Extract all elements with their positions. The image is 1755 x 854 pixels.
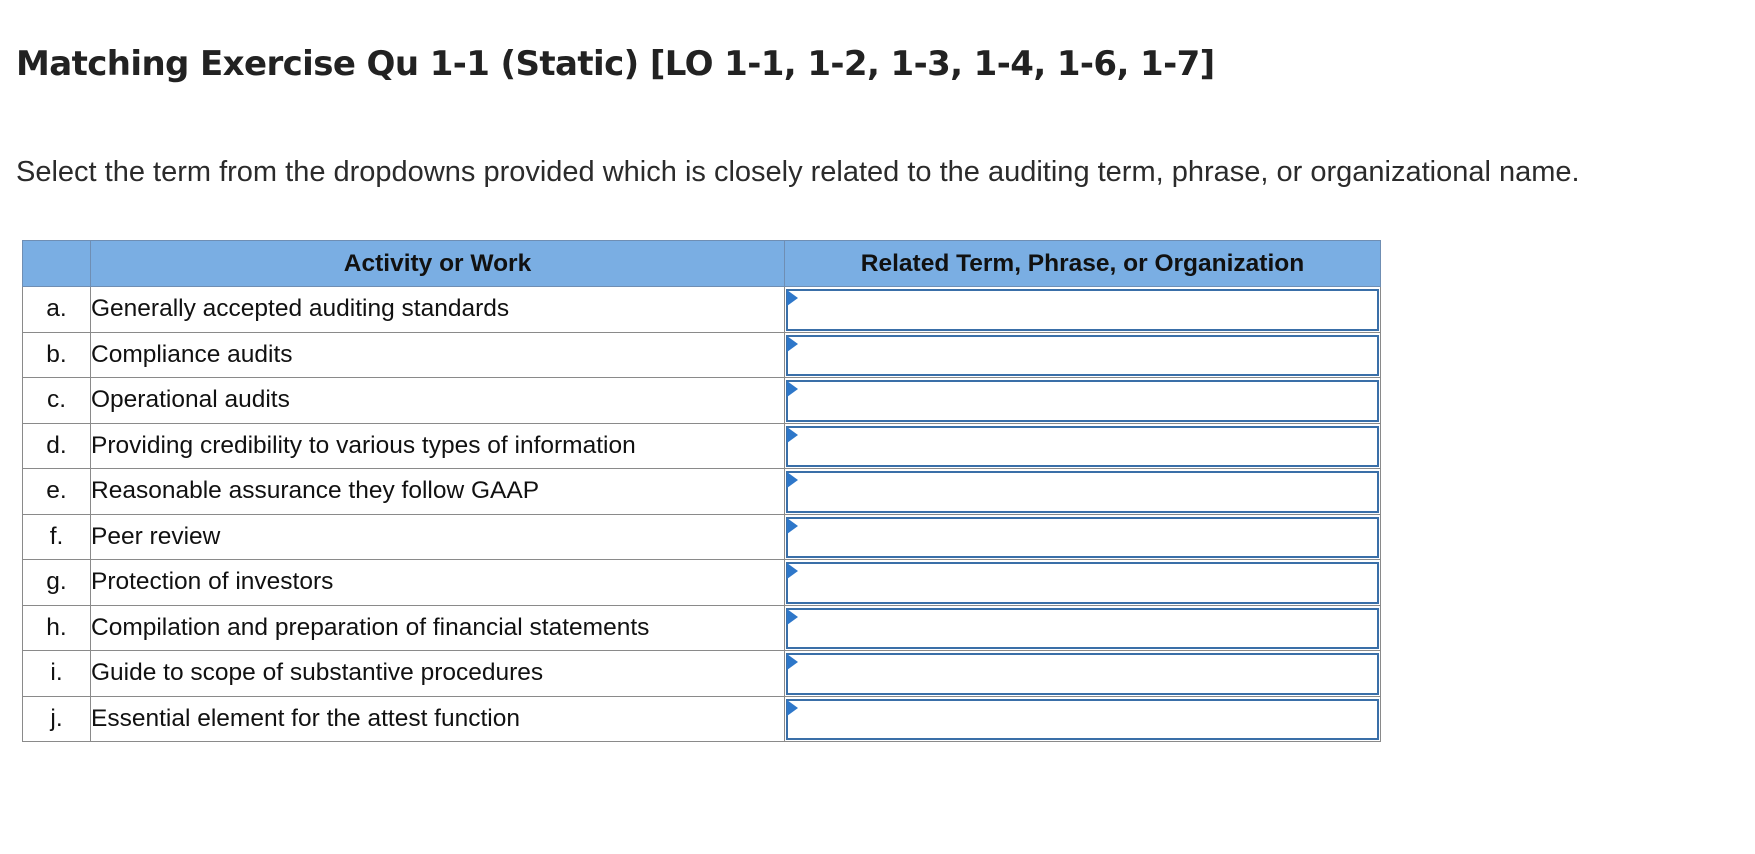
header-activity: Activity or Work <box>91 241 785 287</box>
table-row <box>23 287 1381 333</box>
row-answer-cell <box>785 378 1381 424</box>
dropdown-triangle-icon <box>787 472 798 488</box>
related-term-dropdown[interactable] <box>786 426 1379 468</box>
dropdown-triangle-icon <box>787 381 798 397</box>
table-row <box>23 469 1381 515</box>
dropdown-triangle-icon <box>787 336 798 352</box>
row-letter: d. <box>23 423 91 469</box>
row-answer-cell <box>785 469 1381 515</box>
row-answer-cell <box>785 287 1381 333</box>
related-term-dropdown[interactable] <box>786 699 1379 741</box>
row-activity: Peer review <box>91 514 785 560</box>
row-answer-cell <box>785 605 1381 651</box>
related-term-dropdown[interactable] <box>786 289 1379 331</box>
table-row <box>23 560 1381 606</box>
table-row <box>23 378 1381 424</box>
table-row <box>23 651 1381 697</box>
header-related-term: Related Term, Phrase, or Organization <box>785 241 1381 287</box>
matching-table <box>22 240 1381 742</box>
row-activity: Guide to scope of substantive procedures <box>91 651 785 697</box>
dropdown-triangle-icon <box>787 290 798 306</box>
row-activity: Essential element for the attest function <box>91 696 785 742</box>
dropdown-triangle-icon <box>787 518 798 534</box>
header-letter <box>23 241 91 287</box>
table-row <box>23 605 1381 651</box>
related-term-dropdown[interactable] <box>786 608 1379 650</box>
row-activity: Operational audits <box>91 378 785 424</box>
row-letter: h. <box>23 605 91 651</box>
instructions-text: Select the term from the dropdowns provided which is closely related to the auditing term, phrase, or organizational name. <box>16 156 1580 188</box>
dropdown-triangle-icon <box>787 609 798 625</box>
row-letter: a. <box>23 287 91 333</box>
row-activity: Providing credibility to various types of information <box>91 423 785 469</box>
row-answer-cell <box>785 332 1381 378</box>
row-activity: Generally accepted auditing standards <box>91 287 785 333</box>
row-letter: j. <box>23 696 91 742</box>
related-term-dropdown[interactable] <box>786 517 1379 559</box>
page-title: Matching Exercise Qu 1-1 (Static) [LO 1-1, 1-2, 1-3, 1-4, 1-6, 1-7] <box>16 44 1215 84</box>
row-letter: f. <box>23 514 91 560</box>
dropdown-triangle-icon <box>787 563 798 579</box>
dropdown-triangle-icon <box>787 654 798 670</box>
table-row <box>23 332 1381 378</box>
row-answer-cell <box>785 696 1381 742</box>
row-answer-cell <box>785 423 1381 469</box>
row-letter: g. <box>23 560 91 606</box>
table-row <box>23 514 1381 560</box>
row-letter: b. <box>23 332 91 378</box>
row-activity: Protection of investors <box>91 560 785 606</box>
row-activity: Compliance audits <box>91 332 785 378</box>
table-row <box>23 696 1381 742</box>
row-activity: Compilation and preparation of financial statements <box>91 605 785 651</box>
row-answer-cell <box>785 651 1381 697</box>
table-row <box>23 423 1381 469</box>
related-term-dropdown[interactable] <box>786 471 1379 513</box>
row-answer-cell <box>785 560 1381 606</box>
related-term-dropdown[interactable] <box>786 562 1379 604</box>
related-term-dropdown[interactable] <box>786 380 1379 422</box>
row-letter: e. <box>23 469 91 515</box>
row-answer-cell <box>785 514 1381 560</box>
row-activity: Reasonable assurance they follow GAAP <box>91 469 785 515</box>
related-term-dropdown[interactable] <box>786 653 1379 695</box>
dropdown-triangle-icon <box>787 700 798 716</box>
table-body <box>23 287 1381 742</box>
dropdown-triangle-icon <box>787 427 798 443</box>
table-header-row <box>23 241 1381 287</box>
row-letter: c. <box>23 378 91 424</box>
related-term-dropdown[interactable] <box>786 335 1379 377</box>
row-letter: i. <box>23 651 91 697</box>
